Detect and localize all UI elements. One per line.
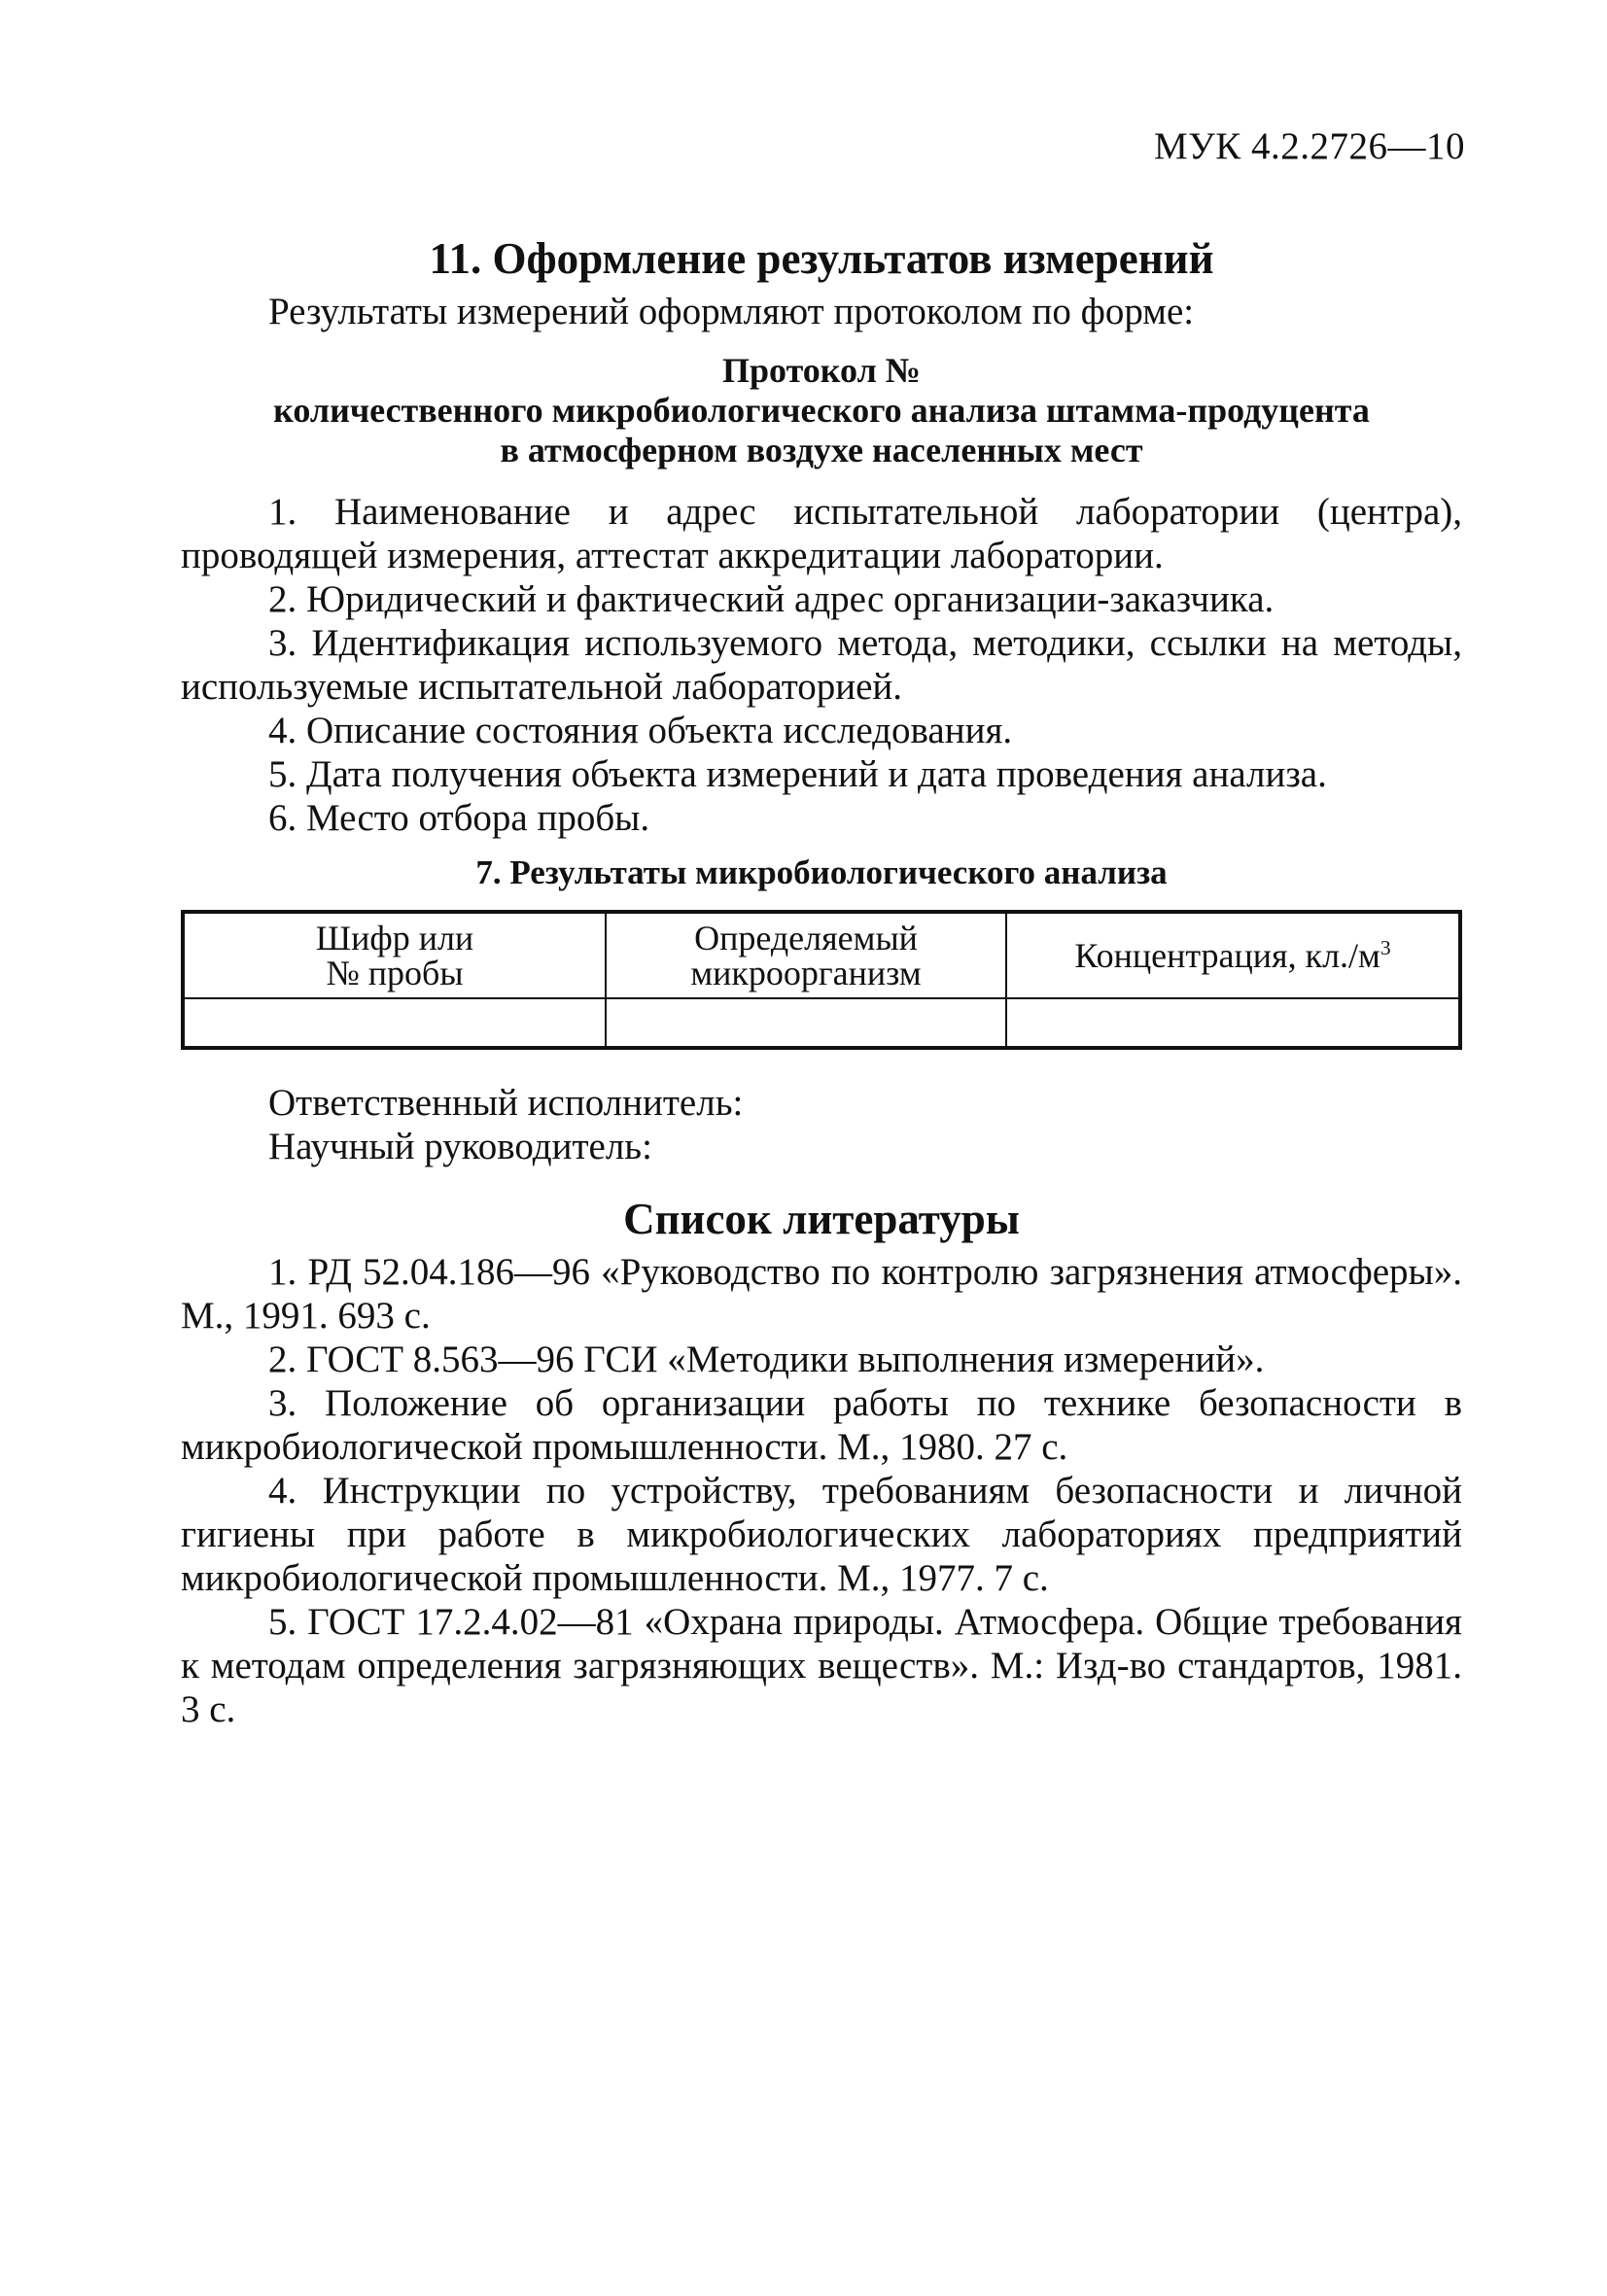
header-sample-code-line2: № пробы xyxy=(326,954,464,992)
header-microorganism-line1: Определяемый xyxy=(694,919,918,957)
reference-item: 4. Инструкции по устройству, требованиям безопасности и личной гигиены при работе в микробиологических лабораториях предприятий микробиологической промышленности. М., 1977. 7 с. xyxy=(181,1470,1462,1599)
header-concentration-text: Концентрация, кл./м xyxy=(1074,936,1380,975)
header-concentration-exponent: 3 xyxy=(1380,936,1391,959)
header-sample-code-line1: Шифр или xyxy=(315,919,474,957)
reference-item: 3. Положение об организации работы по технике безопасности в микробиологической промышленности. М., 1980. 27 с. xyxy=(181,1382,1462,1468)
references-title: Список литературы xyxy=(623,1195,1020,1243)
protocol-item: 2. Юридический и фактический адрес организации-заказчика. xyxy=(268,578,1275,620)
document-code: МУК 4.2.2726—10 xyxy=(1153,125,1465,167)
section-intro: Результаты измерений оформляют протоколом по форме: xyxy=(268,291,1195,332)
responsible-executor: Ответственный исполнитель: xyxy=(268,1082,744,1124)
protocol-item: 4. Описание состояния объекта исследования. xyxy=(268,710,1013,751)
protocol-item: 5. Дата получения объекта измерений и дата проведения анализа. xyxy=(268,753,1327,795)
header-concentration xyxy=(1006,912,1460,998)
protocol-items xyxy=(181,490,1462,840)
reference-item: 2. ГОСТ 8.563—96 ГСИ «Методики выполнения измерений». xyxy=(268,1339,1265,1380)
protocol-item: 3. Идентификация используемого метода, методики, ссылки на методы, используемые испытательной лабораторией. xyxy=(181,622,1462,708)
reference-item: 5. ГОСТ 17.2.4.02—81 «Охрана природы. Атмосфера. Общие требования к методам определения загрязняющих веществ». М.: Изд-во стандартов, 1981. 3 с. xyxy=(181,1601,1462,1730)
table-cell-empty xyxy=(183,998,606,1048)
header-microorganism xyxy=(606,912,1006,998)
protocol-item: 1. Наименование и адрес испытательной лаборатории (центра), проводящей измерения, аттестат аккредитации лаборатории. xyxy=(181,491,1462,576)
reference-item: 1. РД 52.04.186—96 «Руководство по контролю загрязнения атмосферы». М., 1991. 693 с. xyxy=(181,1251,1462,1337)
header-microorganism-line2: микроорганизм xyxy=(690,954,922,992)
scientific-supervisor: Научный руководитель: xyxy=(268,1126,652,1167)
references-list xyxy=(181,1250,1462,1731)
protocol-subtitle-line2: в атмосферном воздухе населенных мест xyxy=(500,431,1143,470)
table-cell-empty xyxy=(606,998,1006,1048)
table-row xyxy=(183,998,1460,1048)
table-caption: 7. Результаты микробиологического анализа xyxy=(475,853,1168,891)
signatures xyxy=(181,1081,1462,1168)
header-sample-code xyxy=(183,912,606,998)
protocol-title: Протокол № xyxy=(722,351,921,390)
page-content xyxy=(181,231,1462,1731)
results-table xyxy=(181,910,1462,1050)
protocol-heading xyxy=(181,351,1462,470)
protocol-subtitle-line1: количественного микробиологического анализа штамма-продуцента xyxy=(273,391,1370,430)
table-header-row xyxy=(183,912,1460,998)
table-cell-empty xyxy=(1006,998,1460,1048)
section-title: 11. Оформление результатов измерений xyxy=(429,234,1214,283)
protocol-item: 6. Место отбора пробы. xyxy=(268,797,650,839)
